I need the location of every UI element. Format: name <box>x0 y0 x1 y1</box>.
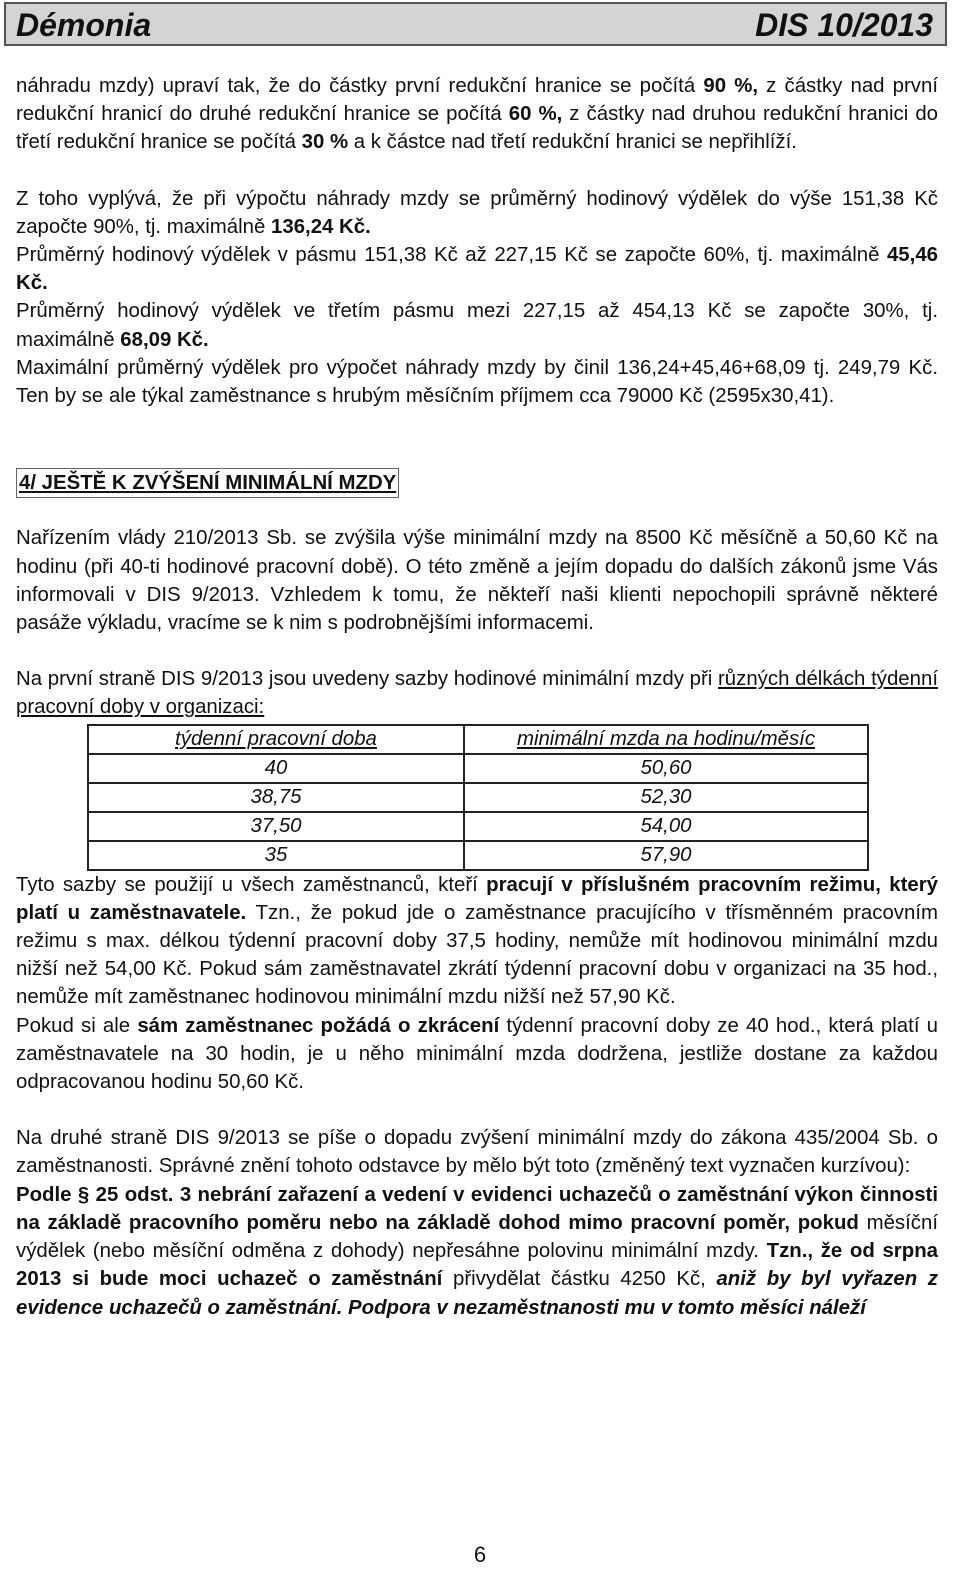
text-run: Tzn., že pokud jde o zaměstnance pracujícího v třísměnném pracovním režimu s max. délkou týdenní pracovní doby 37,5 hodiny, nemůže mít hodinovou minimální mzdu nižší než 54,00 Kč. Pokud sám zaměstnavatel zkrátí týdenní pracovní dobu v organizaci na 35 hod., nemůže mít zaměstnanec hodinovou minimální mzdu nižší než 57,90 Kč. <box>16 901 938 1009</box>
text-run: Pokud si ale <box>16 1014 138 1037</box>
paragraph-employment-act: Na druhé straně DIS 9/2013 se píše o dopadu zvýšení minimální mzdy do zákona 435/2004 Sb. o zaměstnanosti. Správné znění tohoto odstavce by mělo být toto (změněný text vyznačen kurzívou): <box>16 1127 938 1178</box>
text-bold: 136,24 Kč. <box>271 215 371 238</box>
table-cell: 50,60 <box>464 754 868 783</box>
text-run: Průměrný hodinový výdělek ve třetím pásmu mezi 227,15 až 454,13 Kč se započte 30%, tj. maximálně <box>16 300 938 351</box>
paragraph-max-earnings: Maximální průměrný výdělek pro výpočet náhrady mzdy by činil 136,24+45,46+68,09 tj. 249,79 Kč. Ten by se ale týkal zaměstnance s hrubým měsíčním příjmem cca 79000 Kč (2595x30,41). <box>16 356 938 408</box>
minimum-wage-table <box>87 724 869 871</box>
paragraph-employee-request <box>16 1012 938 1097</box>
table-cell: 38,75 <box>88 783 464 812</box>
table-row <box>88 841 868 870</box>
paragraph-rates-intro <box>16 665 938 721</box>
table-row <box>88 783 868 812</box>
text-bold: Podle § 25 odst. 3 nebrání zařazení a vedení v evidenci uchazečů o zaměstnání výkon činnosti na základě pracovního poměru nebo na základě dohod mimo pracovní poměr, pokud <box>16 1183 938 1234</box>
table-cell: 40 <box>88 754 464 783</box>
text-run: Na první straně DIS 9/2013 jsou uvedeny sazby hodinové minimální mzdy při <box>16 668 719 691</box>
text-bold: 30 % <box>301 131 349 154</box>
paragraph-rates-apply <box>16 871 938 1012</box>
table-cell: 35 <box>88 841 464 870</box>
text-bold-italic: aniž by byl vyřazen z evidence uchazečů o zaměstnání. Podpora v nezaměstnanosti mu v tomto měsíci náleží <box>16 1268 938 1319</box>
text-bold: Tzn., že od srpna 2013 si bude moci uchazeč o zaměstnání <box>16 1240 938 1291</box>
table-cell: 54,00 <box>464 812 868 841</box>
text-bold: 60 %, <box>508 103 563 126</box>
table-header-cell: týdenní pracovní doba <box>88 725 464 754</box>
table-header-row <box>88 725 868 754</box>
table-row <box>88 812 868 841</box>
paragraph-band-1 <box>16 185 938 241</box>
text-run: z částky nad druhou redukční hranici do třetí redukční hranice se počítá <box>16 103 938 154</box>
text-bold: sám zaměstnanec požádá o zkrácení <box>137 1014 500 1037</box>
text-run: měsíční výdělek (nebo měsíční odměna z dohody) nepřesáhne polovinu minimální mzdy. <box>16 1211 938 1263</box>
table-cell: 52,30 <box>464 783 868 812</box>
text-underlined: různých délkách týdenní pracovní doby v organizaci: <box>16 668 938 719</box>
text-bold: pracují v příslušném pracovním režimu, který platí u zaměstnavatele. <box>16 873 939 924</box>
text-bold: 90 %, <box>703 75 758 97</box>
text-run: Tyto sazby se použijí u všech zaměstnanců, kteří <box>16 873 487 896</box>
text-run: přivydělat částku 4250 Kč, <box>442 1268 717 1291</box>
paragraph-band-2 <box>16 241 938 297</box>
header-issue: DIS 10/2013 <box>755 7 933 43</box>
table-row <box>88 754 868 783</box>
paragraph-reduction-limits <box>16 72 938 157</box>
paragraph-band-3 <box>16 297 938 353</box>
text-run: Průměrný hodinový výdělek v pásmu 151,38 Kč až 227,15 Kč se započte 60%, tj. maximálně <box>16 244 887 267</box>
text-run: a k částce nad třetí redukční hranici se nepřihlíží. <box>348 131 797 154</box>
text-run: Z toho vyplývá, že při výpočtu náhrady mzdy se průměrný hodinový výdělek do výše 151,38 Kč započte 90%, tj. maximálně <box>16 187 938 238</box>
table-header-cell: minimální mzda na hodinu/měsíc <box>464 725 868 754</box>
paragraph-corrected-text <box>16 1181 938 1322</box>
page-number: 6 <box>473 1542 487 1567</box>
text-bold: 68,09 Kč. <box>120 328 209 351</box>
article-body <box>16 72 938 1322</box>
table-cell: 37,50 <box>88 812 464 841</box>
text-run: týdenní pracovní doby ze 40 hod., která platí u zaměstnavatele na 30 hodin, je u něho minimální mzda dodržena, jestliže dostane za každou odpracovanou hodinu 50,60 Kč. <box>16 1014 939 1094</box>
text-bold: 45,46 Kč. <box>16 244 938 295</box>
page-header <box>4 2 947 46</box>
text-run: z částky nad první redukční hranicí do druhé redukční hranice se počítá <box>16 75 938 126</box>
paragraph-government-order: Nařízením vlády 210/2013 Sb. se zvýšila výše minimální mzdy na 8500 Kč měsíčně a 50,60 Kč na hodinu (při 40-ti hodinové pracovní době). O této změně a jejím dopadu do dalších zákonů jsme Vás informovali v DIS 9/2013. Vzhledem k tomu, že někteří naši klienti nepochopili správně některé pasáže výkladu, vracíme se k nim s podrobnějšími informacemi. <box>16 527 938 635</box>
header-brand: Démonia <box>16 7 152 43</box>
section-heading: 4/ JEŠTĚ K ZVÝŠENÍ MINIMÁLNÍ MZDY <box>16 468 399 498</box>
text-run: náhradu mzdy) upraví tak, že do částky první redukční hranice se počítá <box>16 75 704 97</box>
table-cell: 57,90 <box>464 841 868 870</box>
